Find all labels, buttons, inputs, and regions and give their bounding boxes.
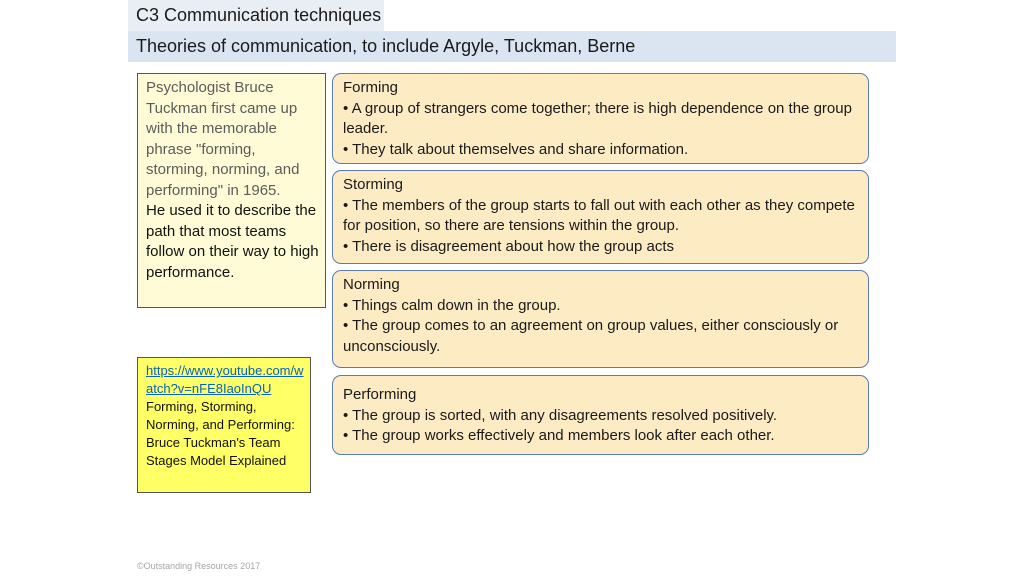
slide-title: C3 Communication techniques xyxy=(128,0,384,31)
intro-text-part1: Psychologist Bruce Tuckman first came up with the memorable phrase "forming, storming, norming, and performing" in 1965. xyxy=(146,79,300,199)
stage-title: Norming xyxy=(343,276,400,293)
stage-title: Storming xyxy=(343,176,404,193)
intro-text-box xyxy=(137,73,326,308)
video-description: Forming, Storming, Norming, and Performing: Bruce Tuckman's Team Stages Model Explained xyxy=(146,399,295,468)
copyright-footer: ©Outstanding Resources 2017 xyxy=(137,561,261,571)
stage-storming-box xyxy=(332,170,869,264)
stage-forming-box xyxy=(332,73,869,164)
stage-bullet: • The group is sorted, with any disagreements resolved positively. xyxy=(343,406,778,424)
slide-subtitle: Theories of communication, to include Argyle, Tuckman, Berne xyxy=(128,31,896,62)
video-link-box xyxy=(137,357,311,493)
stage-bullet: • They talk about themselves and share information. xyxy=(343,140,689,158)
stage-title: Performing xyxy=(343,386,417,403)
stage-performing-box xyxy=(332,375,869,455)
stage-bullet: • There is disagreement about how the group acts xyxy=(343,237,675,255)
stage-bullet: • A group of strangers come together; there is high dependence on the group leader. xyxy=(343,99,852,137)
stage-title: Forming xyxy=(343,79,399,96)
stage-bullet: • The group works effectively and members look after each other. xyxy=(343,427,775,444)
stage-bullet: • The group comes to an agreement on group values, either consciously or unconsciously. xyxy=(343,317,839,355)
intro-text-part2: He used it to describe the path that most teams follow on their way to high performance. xyxy=(146,202,319,281)
youtube-link[interactable]: https://www.youtube.com/watch?v=nFE8IaoInQU xyxy=(146,363,304,396)
stage-norming-box xyxy=(332,270,869,368)
stage-bullet: • Things calm down in the group. xyxy=(343,296,561,314)
stage-bullet: • The members of the group starts to fall out with each other as they compete for position, so there are tensions within the group. xyxy=(343,196,855,234)
